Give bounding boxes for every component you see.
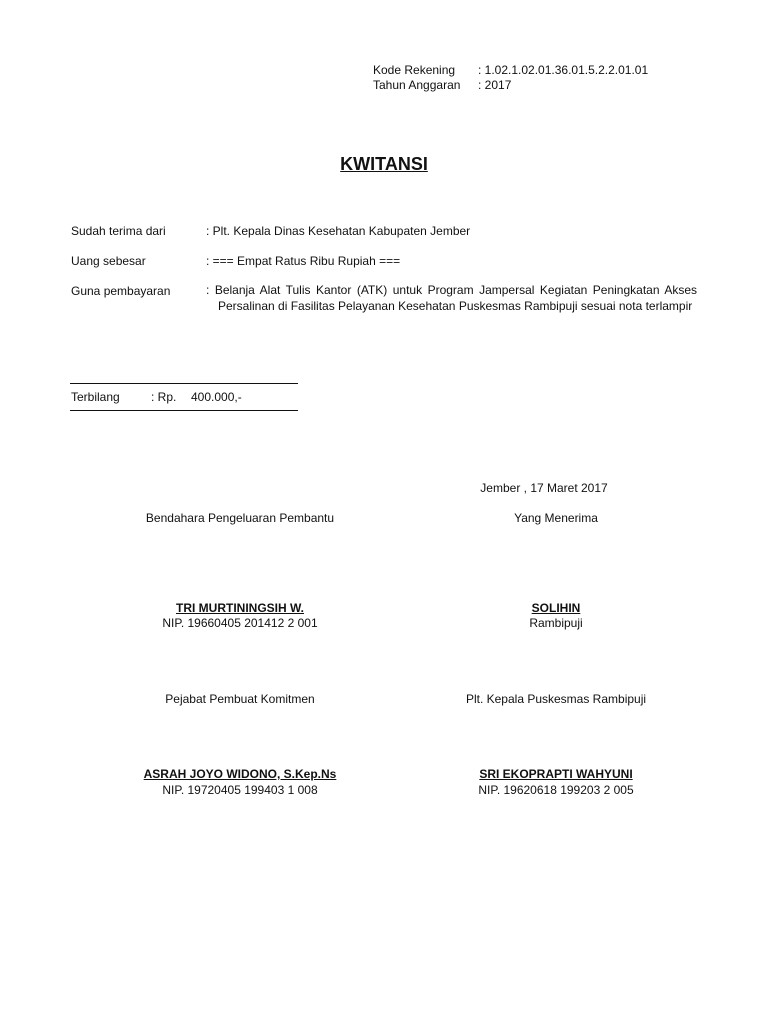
penerima-location: Rambipuji (529, 616, 583, 630)
bendahara-nip: NIP. 19660405 201412 2 001 (162, 616, 318, 630)
ppk-role: Pejabat Pembuat Komitmen (165, 692, 315, 706)
document-title: KWITANSI (340, 154, 428, 174)
terbilang-top-rule (70, 383, 298, 384)
guna-pembayaran-label: Guna pembayaran (71, 284, 171, 298)
kepala-nip: NIP. 19620618 199203 2 005 (478, 783, 634, 797)
ppk-name: ASRAH JOYO WIDONO, S.Kep.Ns (143, 767, 337, 781)
sudah-terima-label: Sudah terima dari (71, 224, 166, 238)
guna-pembayaran-text: : Belanja Alat Tulis Kantor (ATK) untuk Program Jampersal Kegiatan Peningkatan Akses Persalinan di Fasilitas Pelayanan Kesehatan Puskesmas Rambipuji sesuai nota terlampir (206, 283, 697, 313)
ppk-nip: NIP. 19720405 199403 1 008 (162, 783, 318, 797)
penerima-role: Yang Menerima (514, 511, 598, 525)
kepala-name: SRI EKOPRAPTI WAHYUNI (479, 767, 633, 781)
terbilang-currency: : Rp. (151, 390, 177, 404)
tahun-anggaran-label: Tahun Anggaran (373, 78, 461, 92)
terbilang-label: Terbilang (71, 390, 120, 404)
bendahara-name: TRI MURTININGSIH W. (176, 601, 304, 615)
guna-pembayaran-value (206, 282, 697, 314)
uang-sebesar-label: Uang sebesar (71, 254, 146, 268)
sudah-terima-value: : Plt. Kepala Dinas Kesehatan Kabupaten Jember (206, 224, 471, 238)
kode-rekening-label: Kode Rekening (373, 63, 456, 77)
uang-sebesar-value: : === Empat Ratus Ribu Rupiah === (206, 254, 401, 268)
kepala-role: Plt. Kepala Puskesmas Rambipuji (465, 692, 647, 706)
terbilang-amount: 400.000,- (191, 390, 242, 404)
kode-rekening-value: : 1.02.1.02.01.36.01.5.2.2.01.01 (478, 63, 649, 77)
place-date: Jember , 17 Maret 2017 (480, 481, 608, 495)
tahun-anggaran-value: : 2017 (478, 78, 512, 92)
bendahara-role: Bendahara Pengeluaran Pembantu (145, 511, 335, 525)
penerima-name: SOLIHIN (531, 601, 581, 615)
terbilang-bottom-rule (70, 410, 298, 411)
